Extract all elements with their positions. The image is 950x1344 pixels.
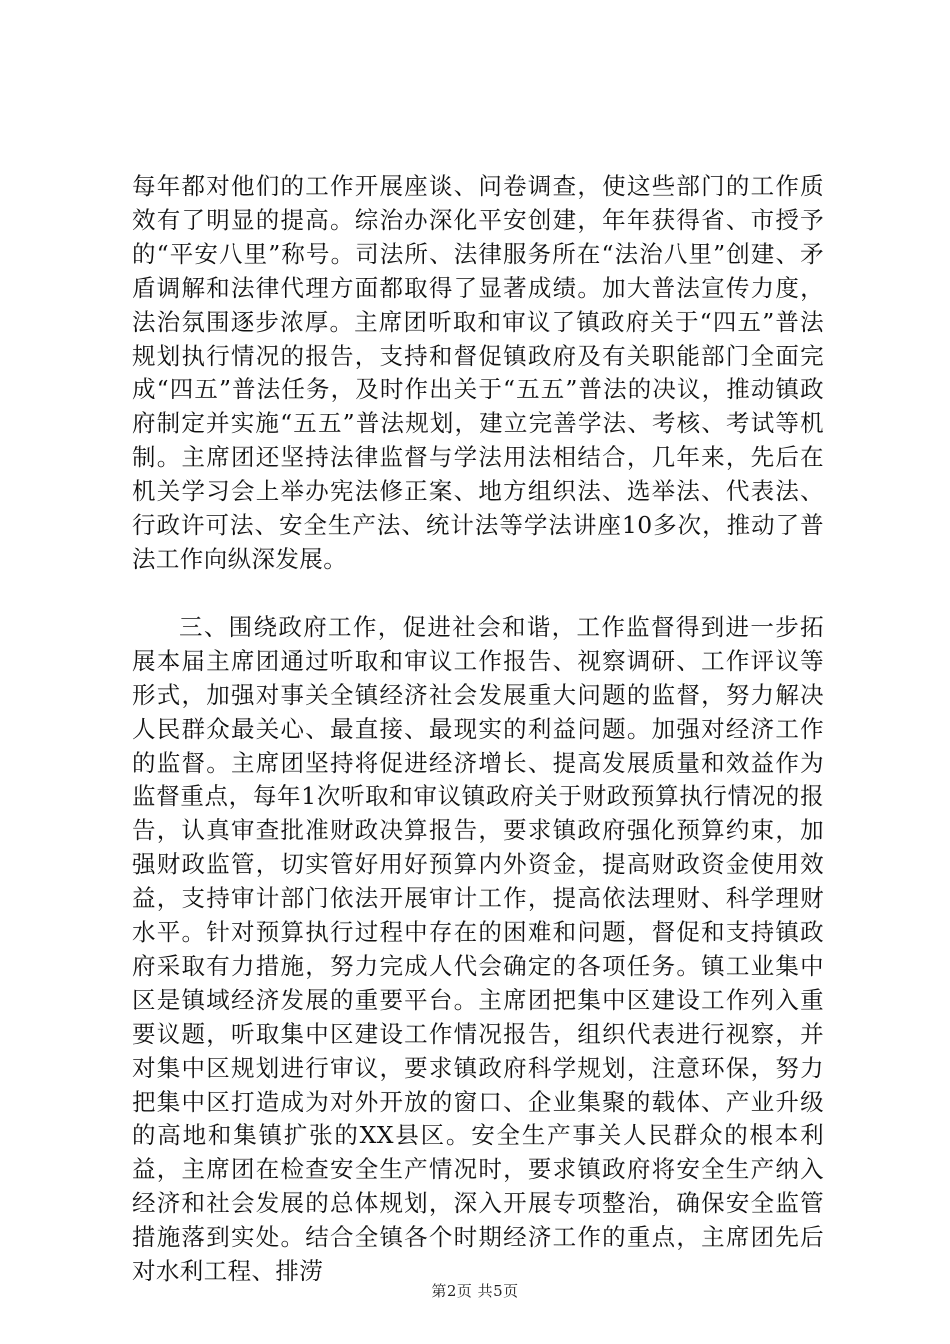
document-body [132, 170, 824, 1289]
page-number-footer: 第2页 共5页 [431, 1282, 519, 1300]
paragraph-government-supervision: 三、围绕政府工作，促进社会和谐，工作监督得到进一步拓展本届主席团通过听取和审议工作报告、视察调研、工作评议等形式，加强对事关全镇经济社会发展重大问题的监督，努力解决人民群众最关心、最直接、最现实的利益问题。加强对经济工作的监督。主席团坚持将促进经济增长、提高发展质量和效益作为监督重点，每年1次听取和审议镇政府关于财政预算执行情况的报告，认真审查批准财政决算报告，要求镇政府强化预算约束，加强财政监管，切实管好用好预算内外资金，提高财政资金使用效益，支持审计部门依法开展审计工作，提高依法理财、科学理财水平。针对预算执行过程中存在的困难和问题，督促和支持镇政府采取有力措施，努力完成人代会确定的各项任务。镇工业集中区是镇域经济发展的重要平台。主席团把集中区建设工作列入重要议题，听取集中区建设工作情况报告，组织代表进行视察，并对集中区规划进行审议，要求镇政府科学规划，注意环保，努力把集中区打造成为对外开放的窗口、企业集聚的载体、产业升级的高地和集镇扩张的XX县区。安全生产事关人民群众的根本利益，主席团在检查安全生产情况时，要求镇政府将安全生产纳入经济和社会发展的总体规划，深入开展专项整治，确保安全监管措施落到实处。结合全镇各个时期经济工作的重点，主席团先后对水利工程、排涝 [132, 612, 824, 1286]
paragraph-legal-supervision: 每年都对他们的工作开展座谈、问卷调查，使这些部门的工作质效有了明显的提高。综治办深化平安创建，年年获得省、市授予的“平安八里”称号。司法所、法律服务所在“法治八里”创建、矛盾调解和法律代理方面都取得了显著成绩。加大普法宣传力度，法治氛围逐步浓厚。主席团听取和审议了镇政府关于“四五”普法规划执行情况的报告，支持和督促镇政府及有关职能部门全面完成“四五”普法任务，及时作出关于“五五”普法的决议，推动镇政府制定并实施“五五”普法规划，建立完善学法、考核、考试等机制。主席团还坚持法律监督与学法用法相结合，几年来，先后在机关学习会上举办宪法修正案、地方组织法、选举法、代表法、行政许可法、安全生产法、统计法等学法讲座10多次，推动了普法工作向纵深发展。 [132, 172, 824, 573]
